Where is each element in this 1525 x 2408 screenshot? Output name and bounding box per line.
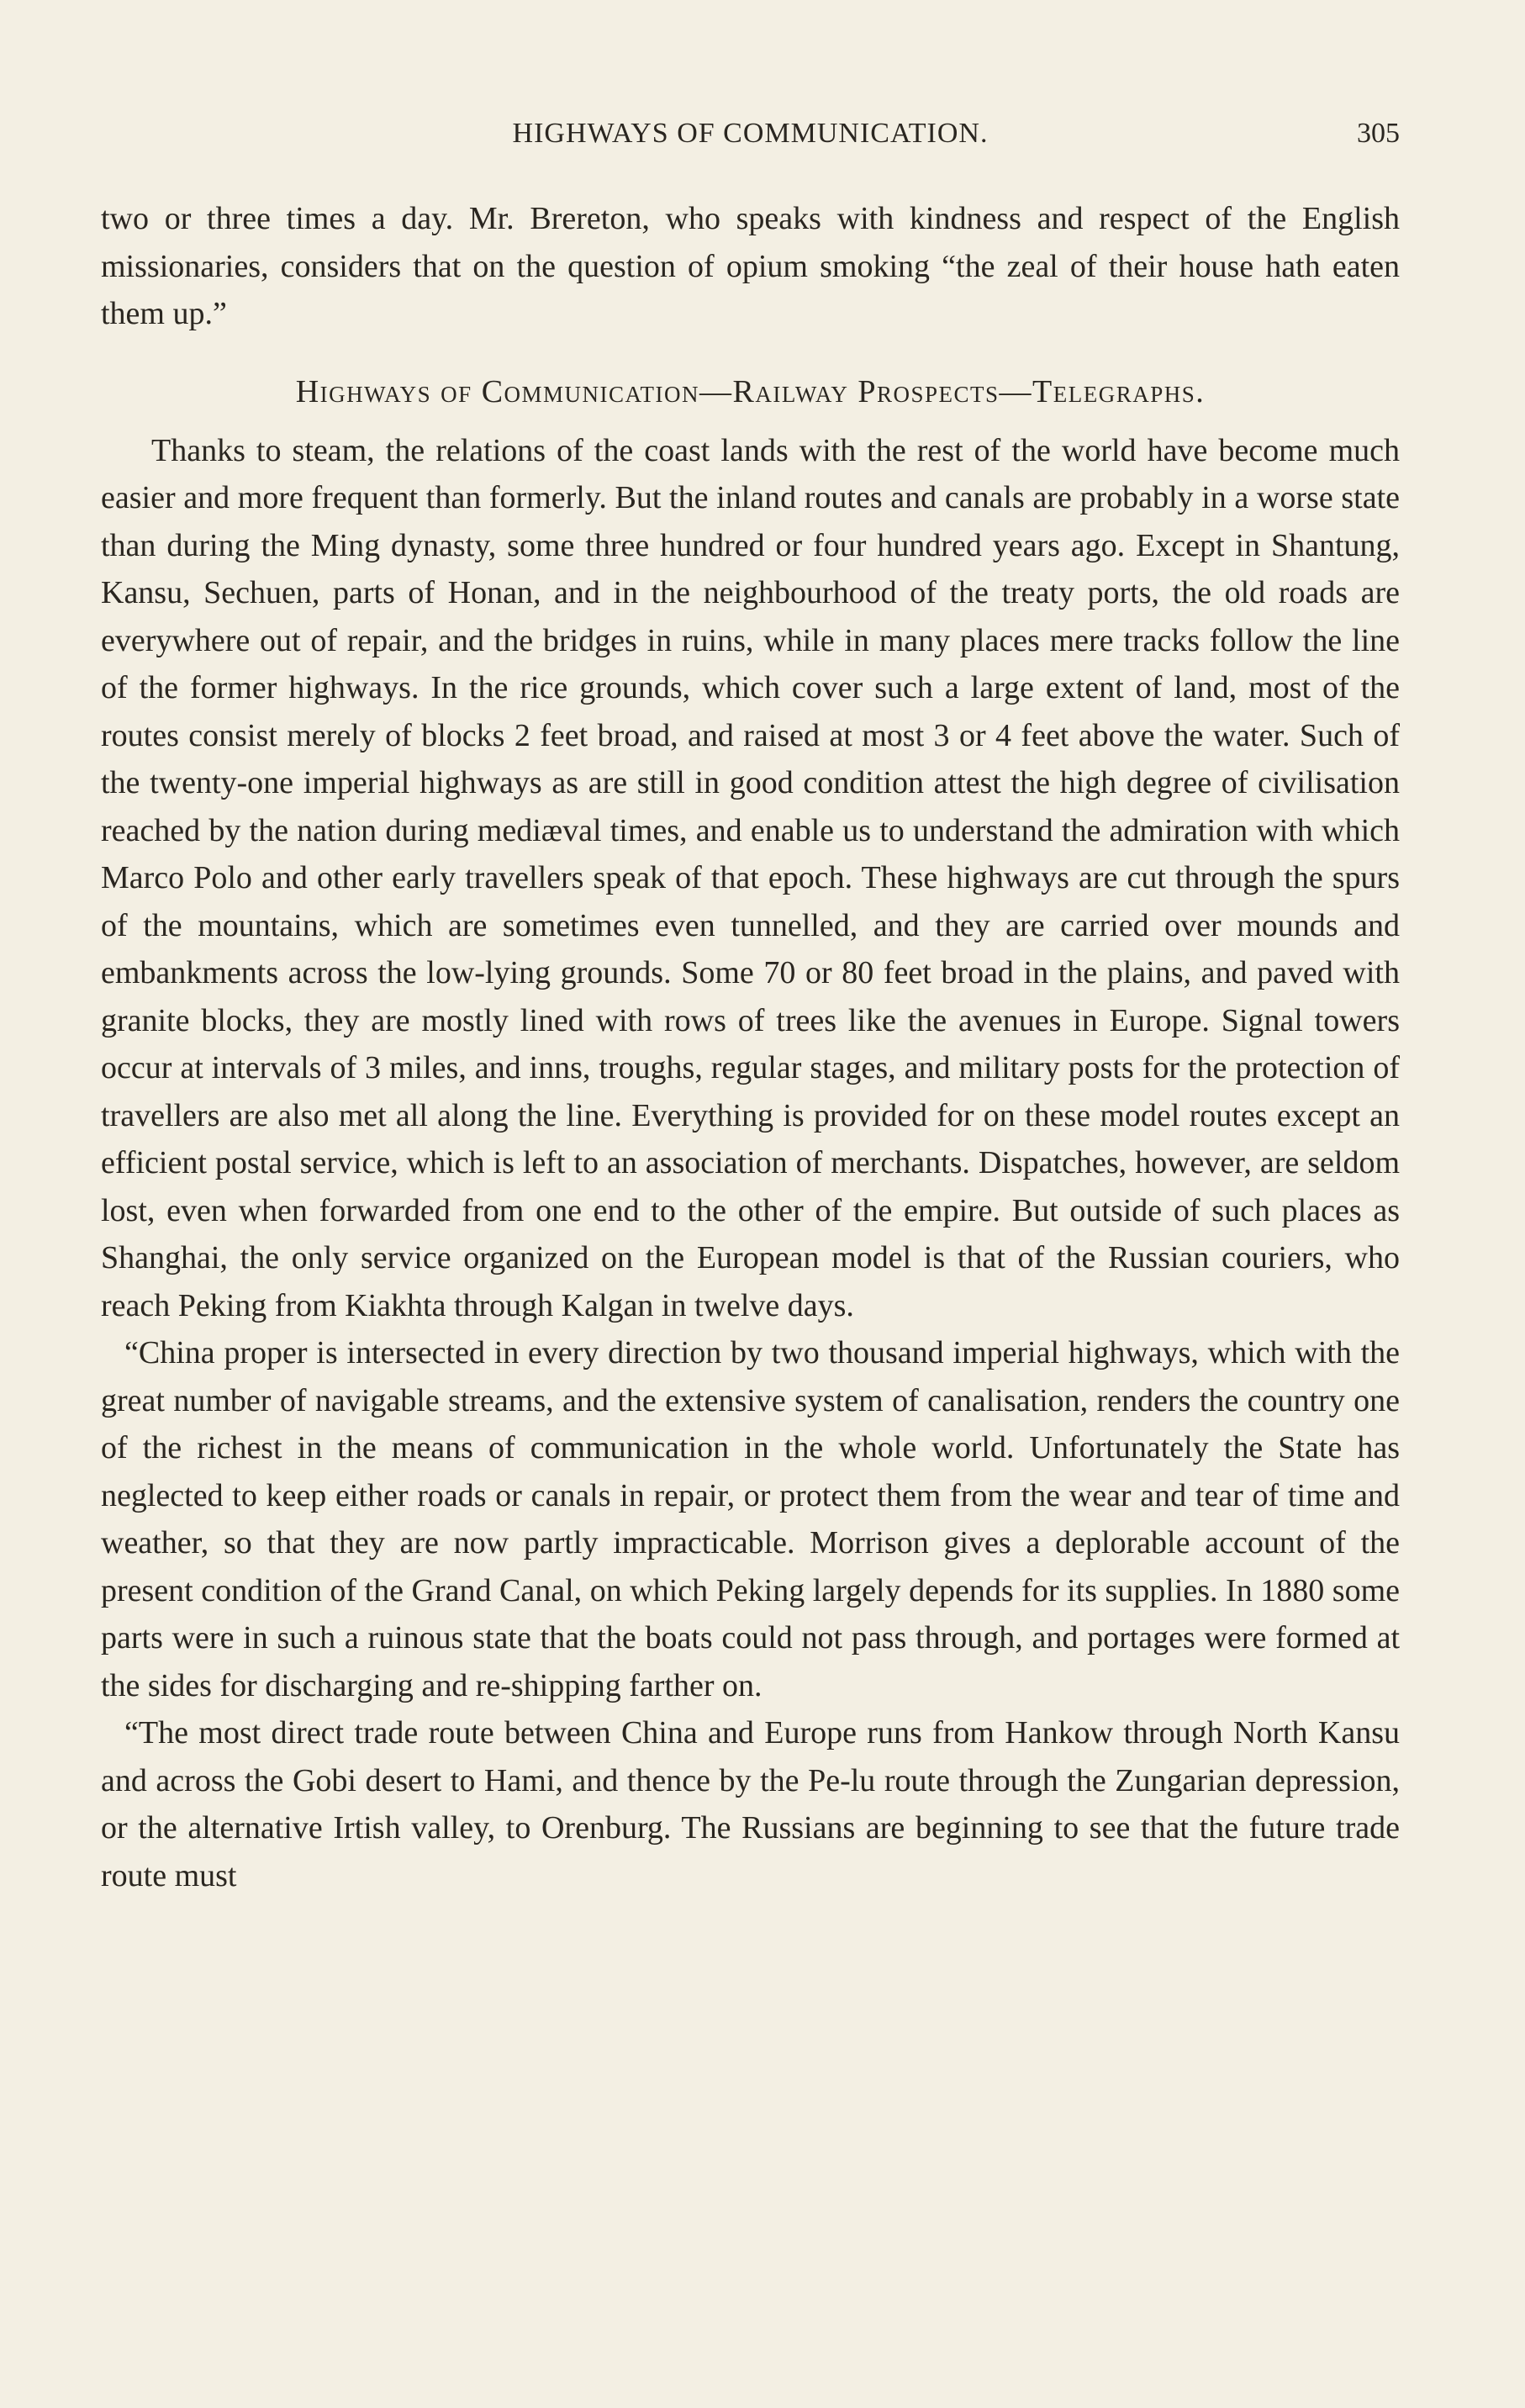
paragraph-3: “The most direct trade route between China and Europe runs from Hankow through North Kansu and across the Gobi desert to Hami, and thence by the Pe-lu route through the Zungarian depression, or the alternative Irtish valley, to Orenburg. The Russians are beginning to see that the future trade route must [101, 1715, 1400, 1893]
section-heading: Highways of Communication—Railway Prospects—Telegraphs. [295, 373, 1206, 409]
body-text [101, 195, 1400, 1899]
page-number: 305 [1357, 118, 1400, 149]
paragraph-2: “China proper is intersected in every direction by two thousand imperial highways, which with the great number of navigable streams, and the extensive system of canalisation, renders the country one of the richest in the means of communication in the whole world. Unfortunately the State has neglected to keep either roads or canals in repair, or protect them from the wear and tear of time and weather, so that they are now partly impracticable. Morrison gives a deplorable account of the present condition of the Grand Canal, on which Peking largely depends for its supplies. In 1880 some parts were in such a ruinous state that the boats could not pass through, and portages were formed at the sides for discharging and re-shipping farther on. [101, 1335, 1400, 1703]
intro-paragraph: two or three times a day. Mr. Brereton, who speaks with kindness and respect of the English missionaries, considers that on the question of opium smoking “the zeal of their house hath eaten them up.” [101, 201, 1400, 331]
running-header [101, 118, 1400, 160]
paragraph-1: Thanks to steam, the relations of the coast lands with the rest of the world have become much easier and more frequent than formerly. But the inland routes and canals are probably in a worse state than during the Ming dynasty, some three hundred or four hundred years ago. Except in Shantung, Kansu, Sechuen, parts of Honan, and in the neighbourhood of the treaty ports, the old roads are everywhere out of repair, and the bridges in ruins, while in many places mere tracks follow the line of the former highways. In the rice grounds, which cover such a large extent of land, most of the routes consist merely of blocks 2 feet broad, and raised at most 3 or 4 feet above the water. Such of the twenty-one imperial highways as are still in good condition attest the high degree of civilisation reached by the nation during mediæval times, and enable us to understand the admiration with which Marco Polo and other early travellers speak of that epoch. These highways are cut through the spurs of the mountains, which are sometimes even tunnelled, and they are carried over mounds and embankments across the low-lying grounds. Some 70 or 80 feet broad in the plains, and paved with granite blocks, they are mostly lined with rows of trees like the avenues in Europe. Signal towers occur at intervals of 3 miles, and inns, troughs, regular stages, and military posts for the protection of travellers are also met all along the line. Everything is provided for on these model routes except an efficient postal service, which is left to an association of merchants. Dispatches, however, are seldom lost, even when forwarded from one end to the other of the empire. But outside of such places as Shanghai, the only service organized on the European model is that of the Russian couriers, who reach Peking from Kiakhta through Kalgan in twelve days. [101, 432, 1400, 1323]
running-title: HIGHWAYS OF COMMUNICATION. [512, 118, 989, 149]
